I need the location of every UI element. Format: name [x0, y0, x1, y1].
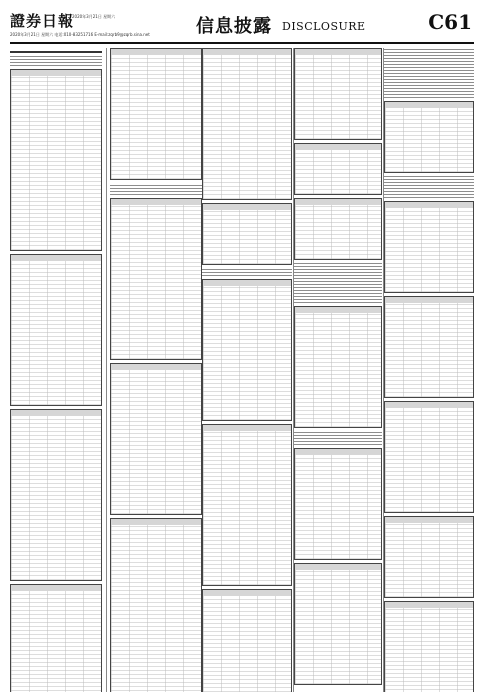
newspaper-logo: 證券日報: [10, 12, 75, 30]
section-subtitle: DISCLOSURE: [282, 20, 366, 33]
table-header: [385, 297, 473, 303]
content-columns: [10, 48, 474, 692]
table-header: [295, 449, 381, 455]
table-header: [385, 517, 473, 523]
table-header: [385, 602, 473, 608]
table-header: [111, 49, 201, 55]
column-3: [202, 48, 292, 692]
column-heading-bar: [10, 51, 102, 53]
column-1: [10, 48, 102, 692]
table-header: [11, 410, 101, 416]
financial-table: [10, 254, 102, 406]
financial-table: [294, 306, 382, 428]
financial-table: [202, 48, 292, 200]
table-header: [295, 199, 381, 205]
table-header: [385, 402, 473, 408]
table-header: [295, 144, 381, 150]
financial-table: [294, 143, 382, 195]
financial-table: [110, 518, 202, 692]
financial-table: [202, 203, 292, 265]
page-number: C61: [428, 10, 472, 34]
section-title: 信息披露: [196, 16, 272, 37]
financial-table: [294, 48, 382, 140]
table-header: [11, 585, 101, 591]
newspaper-page: [10, 8, 474, 692]
table-header: [295, 49, 381, 55]
table-header: [203, 425, 291, 431]
financial-table: [202, 589, 292, 692]
text-block: [384, 176, 474, 198]
text-block: [10, 56, 102, 66]
column-2: [110, 48, 202, 692]
financial-table: [110, 48, 202, 180]
masthead-rule: [10, 42, 474, 44]
table-header: [203, 49, 291, 55]
column-4: [294, 48, 382, 692]
dateline: 2020年3月21日 星期六 电话:010-83251716 E-mail:zqrb9@zqrb.sina.net: [10, 32, 150, 37]
financial-table: [110, 198, 202, 360]
financial-table: [384, 201, 474, 293]
financial-table: [384, 516, 474, 598]
table-header: [111, 364, 201, 370]
financial-table: [384, 101, 474, 173]
text-block: [110, 183, 202, 195]
table-header: [111, 519, 201, 525]
financial-table: [110, 363, 202, 515]
financial-table: [10, 584, 102, 692]
financial-table: [294, 198, 382, 260]
column-5: [384, 48, 474, 692]
table-header: [385, 102, 473, 108]
table-header: [295, 307, 381, 313]
financial-table: [202, 279, 292, 421]
table-header: [203, 590, 291, 596]
financial-table: [384, 296, 474, 398]
table-header: [11, 70, 101, 76]
table-header: [203, 280, 291, 286]
financial-table: [384, 401, 474, 513]
text-block: [294, 263, 382, 303]
table-header: [295, 564, 381, 570]
table-header: [203, 204, 291, 210]
financial-table: [10, 409, 102, 581]
issue-date: 2020年3月21日 星期六: [72, 14, 116, 19]
text-block: [294, 431, 382, 445]
table-header: [111, 199, 201, 205]
table-header: [385, 202, 473, 208]
column-divider: [106, 48, 107, 692]
financial-table: [294, 563, 382, 685]
financial-table: [384, 601, 474, 692]
masthead: [10, 8, 474, 46]
text-block: [384, 48, 474, 98]
financial-table: [294, 448, 382, 560]
text-block: [202, 268, 292, 276]
financial-table: [202, 424, 292, 586]
table-header: [11, 255, 101, 261]
financial-table: [10, 69, 102, 251]
